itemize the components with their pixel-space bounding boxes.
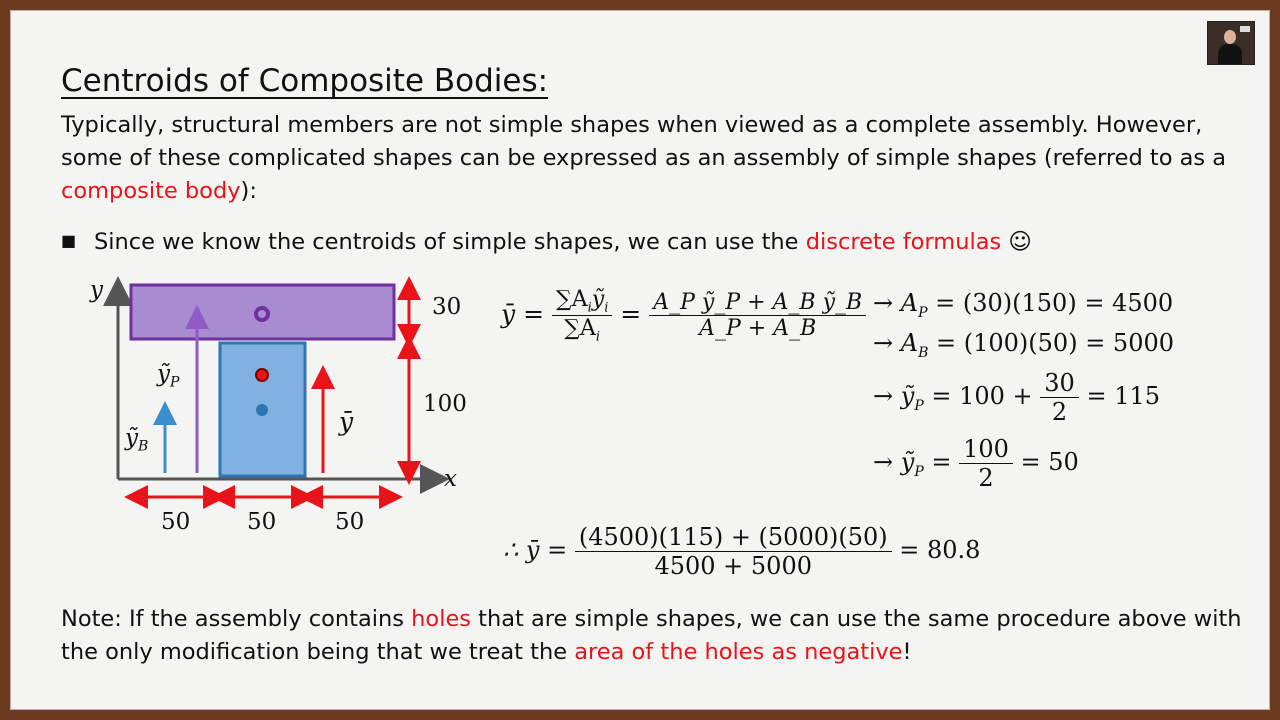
bullet-icon: ■: [61, 231, 77, 250]
note-paragraph: Note: If the assembly contains holes that are simple shapes, we can use the same procedure above with the only modification being that we treat the area of the holes as negative!: [61, 606, 1242, 665]
axis-y-label: y: [90, 277, 103, 303]
yB-label: ỹ$_B$: [125, 425, 149, 455]
yB-calc-line: → ỹ$_P$ = $\frac{100}{2}$ = 50: [873, 435, 1079, 492]
webcam-thumbnail: [1207, 21, 1255, 65]
final-result: ∴ ȳ = $\frac{(4500)(115) + (5000)(50)}{4500 + 5000}$ = 80.8: [503, 523, 981, 580]
area-B-line: → $A_B = (100)(50) = 5000$: [873, 329, 1175, 361]
axis-x-label: x: [444, 466, 457, 492]
area-P-line: → $A_P = (30)(150) = 4500$: [873, 289, 1174, 321]
dim-bottom-label-1: 50: [161, 509, 191, 535]
page-title: Centroids of Composite Bodies:: [61, 63, 549, 99]
top-flange: [131, 285, 394, 339]
dim-bottom-label-2: 50: [247, 509, 277, 535]
note-highlight-negative: area of the holes as negative: [574, 639, 903, 665]
yP-label: ỹ$_P$: [157, 361, 180, 391]
stem-centroid: [256, 404, 268, 416]
intro-text-1: Typically, structural members are not simple shapes when viewed as a complete assembly. However, some of these complicated shapes can be expressed as an assembly of simple shapes (referred to as a: [61, 112, 1227, 171]
note-highlight-holes: holes: [411, 606, 472, 632]
smiley-icon: ☺: [1008, 229, 1032, 255]
ybar-label: ȳ: [339, 407, 354, 436]
dim-bottom-label-3: 50: [335, 509, 365, 535]
slide: [10, 10, 1270, 710]
intro-highlight: composite body: [61, 178, 241, 204]
dim-top-label: 30: [432, 294, 462, 320]
bullet-highlight: discrete formulas: [805, 229, 1002, 255]
intro-text-2: ):: [240, 178, 257, 204]
bullet-text: Since we know the centroids of simple shapes, we can use the: [94, 229, 806, 255]
centroid-formula: ȳ = $\frac{\sum A_iỹ_i}{\sum A_i}$ = $\frac{\text{A\_P ỹ\_P + A\_B ỹ\_B}}{A\_P + A\_B}$: [501, 287, 866, 345]
composite-centroid: [256, 369, 268, 381]
dim-side-label: 100: [423, 391, 467, 417]
yP-calc-line: → ỹ$_P$ = 100 + $\frac{30}{2}$ = 115: [873, 369, 1161, 426]
